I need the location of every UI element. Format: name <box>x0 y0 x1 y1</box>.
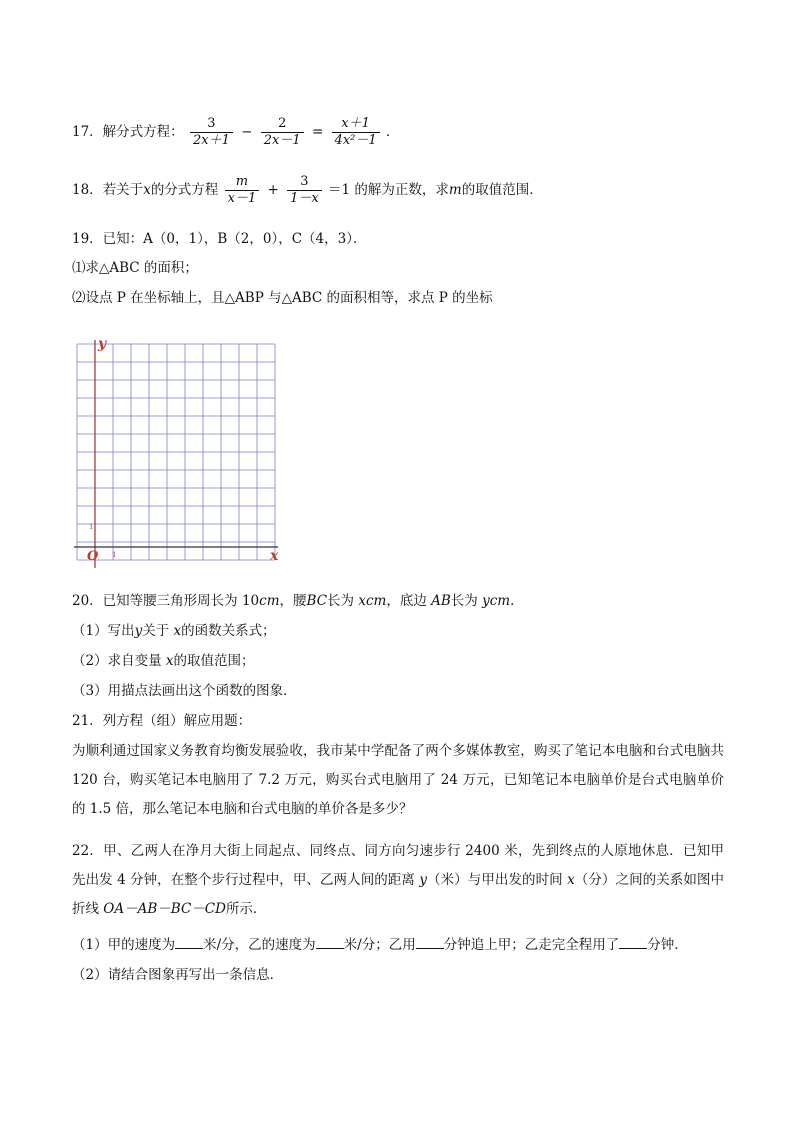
q17-prefix: 17．解分式方程： <box>72 124 184 140</box>
q22-p1-d: 分钟追上甲；乙走完全程用了 <box>443 937 620 953</box>
q22-p1-e: 分钟． <box>647 937 688 953</box>
q20-p1-y: y <box>134 623 143 639</box>
q20-ab: AB <box>431 593 451 609</box>
q18-tail: ＝1 的解为正数，求 <box>328 182 449 198</box>
q18-f2-denominator: 1－x <box>287 190 322 207</box>
q21-body: 为顺利通过国家义务教育均衡发展验收，我市某中学配备了两个多媒体教室，购买了笔记本电脑和台式电脑共 120 台，购买笔记本电脑用了 7.2 万元，购买台式电脑用了 24 万元，已知笔记本电脑单价是台式电脑单价的 1.5 倍，那么笔记本电脑和台式电脑的单价各是多少？ <box>72 743 724 817</box>
answer-blank-4[interactable] <box>619 936 647 949</box>
q19-part-1: ⑴求△ABC 的面积； <box>72 260 198 276</box>
q20-bc: BC <box>306 593 328 609</box>
q18-plus: + <box>267 182 279 198</box>
q20-p2-b: 的取值范围； <box>173 653 255 669</box>
q20-p2-x: x <box>165 653 174 669</box>
q22-body-d: 所示． <box>225 901 267 917</box>
q20-text-c: 长为 <box>327 593 359 609</box>
q18-f2-numerator: 3 <box>300 174 309 189</box>
q22-p1-b: 米/分，乙的速度为 <box>203 937 316 953</box>
q20-p2-a: （2）求自变量 <box>72 653 166 669</box>
q22-part-1 <box>72 936 688 954</box>
q17-f1-denominator: 2x＋1 <box>190 132 233 149</box>
q22-body-a: 22．甲、乙两人在净月大街上同起点、同终点、同方向匀速步行 2400 米，先到终点的人原地休息．已知甲先出发 4 分钟，在整个步行过程中，甲、乙两人间的距离 <box>72 843 724 888</box>
q22-part-2: （2）请结合图象再写出一条信息． <box>72 967 284 983</box>
q20-part-1 <box>72 622 276 640</box>
q22-p1-c: 米/分；乙用 <box>343 937 416 953</box>
q20-text-b: ，腰 <box>279 593 307 609</box>
q20-p1-c: 的函数关系式； <box>181 623 276 639</box>
q20-unit-cm: cm <box>259 593 280 609</box>
grid-lines <box>77 344 275 560</box>
y-axis-label: y <box>98 336 107 352</box>
coordinate-grid <box>74 336 284 570</box>
q20-text-e: 长为 <box>450 593 483 609</box>
q20-part-3: （3）用描点法画出这个函数的图象． <box>72 683 297 699</box>
q20-text-a: 20．已知等腰三角形周长为 10 <box>72 593 260 609</box>
q18-fraction-2 <box>287 174 322 207</box>
q21-title: 21．列方程（组）解应用题： <box>72 713 252 729</box>
q18-end: 的取值范围． <box>461 182 543 198</box>
q20-xcm: xcm <box>358 593 387 609</box>
q22-p1-a: （1）甲的速度为 <box>72 937 176 953</box>
q22-var-y: y <box>419 872 427 888</box>
q17-equals: = <box>311 124 324 140</box>
answer-blank-1[interactable] <box>175 936 203 949</box>
q17-minus: − <box>241 124 253 140</box>
q17-fraction-3 <box>332 116 380 149</box>
q20-p1-a: （1）写出 <box>72 623 135 639</box>
x-axis-label: x <box>270 548 279 564</box>
y-tick-1: 1 <box>89 523 94 531</box>
q20-line-1 <box>72 592 524 610</box>
q20-p1-x: x <box>173 623 182 639</box>
q17-fraction-1 <box>190 116 233 149</box>
answer-blank-3[interactable] <box>416 936 444 949</box>
origin-label: O <box>87 549 99 564</box>
q17-fraction-2 <box>261 116 304 149</box>
q18-prefix: 18．若关于 <box>72 182 144 198</box>
q17-f2-numerator: 2 <box>278 116 287 131</box>
q17-f1-numerator: 3 <box>207 116 216 131</box>
q17-f2-denominator: 2x－1 <box>261 132 304 149</box>
q22-body-b: （米）与甲出发的时间 <box>426 872 568 888</box>
q18-f1-numerator: m <box>235 174 249 189</box>
q18-var-x: x <box>143 182 151 198</box>
question-17 <box>72 116 399 149</box>
q17-end: ． <box>385 124 400 140</box>
x-tick-1: 1 <box>112 551 117 559</box>
q20-part-2 <box>72 652 255 670</box>
q22-polyline-name: OA－AB－BC－CD <box>103 901 226 917</box>
q18-var-m: m <box>448 182 462 198</box>
q19-part-2: ⑵设点 P 在坐标轴上，且△ABP 与△ABC 的面积相等，求点 P 的坐标 <box>72 290 493 306</box>
q22-var-x: x <box>567 872 575 888</box>
q17-f3-denominator: 4x²－1 <box>332 132 380 149</box>
answer-blank-2[interactable] <box>316 936 344 949</box>
q18-fraction-1 <box>225 174 260 207</box>
q20-p1-b: 关于 <box>142 623 174 639</box>
q22-body-c: （分）之间的关系如图中折线 <box>72 872 724 917</box>
q17-f3-numerator: x＋1 <box>341 116 370 131</box>
question-18 <box>72 174 543 207</box>
q19-line-1: 19．已知：A（0，1），B（2，0），C（4，3）． <box>72 231 367 247</box>
q22-body <box>72 837 724 924</box>
q18-mid: 的分式方程 <box>150 182 219 198</box>
q20-text-f: ． <box>510 593 524 609</box>
q20-ycm: ycm <box>482 593 511 609</box>
q18-f1-denominator: x－1 <box>225 190 260 207</box>
q20-text-d: ，底边 <box>386 593 432 609</box>
